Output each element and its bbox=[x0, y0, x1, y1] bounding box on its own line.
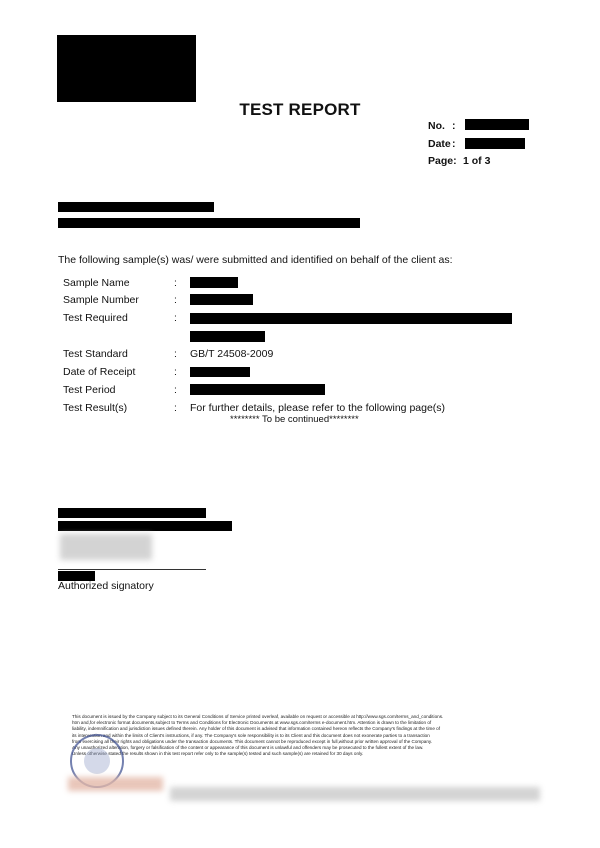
test-standard-colon: : bbox=[174, 348, 177, 360]
footer-address-blurred-left bbox=[68, 777, 163, 791]
disclaimer-line: its intervention and within the limits of Client's instructions, if any. The Company's sole responsibility is to its Client and this document does not exonerate parties to a transaction bbox=[72, 732, 430, 738]
test-required-value-redacted bbox=[190, 313, 512, 324]
date-of-receipt-label: Date of Receipt bbox=[63, 366, 136, 378]
report-page-value: 1 of 3 bbox=[463, 155, 491, 167]
test-results-colon: : bbox=[174, 402, 177, 414]
client-name-redacted bbox=[58, 202, 214, 212]
sample-name-colon: : bbox=[174, 277, 177, 289]
signature-blurred bbox=[60, 534, 152, 560]
signature-line bbox=[58, 569, 206, 570]
sample-number-value-redacted bbox=[190, 294, 253, 305]
report-no-colon: : bbox=[452, 120, 456, 132]
report-date-label: Date bbox=[428, 138, 451, 150]
signatory-address-redacted bbox=[58, 521, 232, 531]
disclaimer-line: from exercising all their rights and obligations under the transaction documents. This document cannot be reproduced except in full,without prior written approval of the Company. bbox=[72, 738, 433, 744]
authorized-signatory-label: Authorized signatory bbox=[58, 580, 154, 592]
client-address-redacted bbox=[58, 218, 360, 228]
intro-text: The following sample(s) was/ were submitted and identified on behalf of the client as: bbox=[58, 254, 453, 266]
footer-address-blurred bbox=[170, 787, 540, 801]
report-no-value-redacted bbox=[465, 119, 529, 130]
test-results-value: For further details, please refer to the following page(s) bbox=[190, 402, 446, 414]
test-required-colon: : bbox=[174, 312, 177, 324]
disclaimer-line: This document is issued by the Company subject to its General Conditions of Service printed overleaf, available on request or accessible at http://www.sgs.com/terms_and_conditions. bbox=[72, 714, 444, 719]
sample-name-label: Sample Name bbox=[63, 277, 130, 289]
disclaimer-line: Unless otherwise stated the results shown in this test report refer only to the sample(s) tested and such sample(s) are retained for 30 days only. bbox=[72, 751, 364, 757]
test-results-label: Test Result(s) bbox=[63, 402, 128, 414]
report-title: TEST REPORT bbox=[239, 100, 361, 119]
disclaimer-line: Any unauthorized alteration, forgery or falsification of the content or appearance of this document is unlawful and offenders may be prosecuted to the fullest extent of the law. bbox=[72, 745, 424, 751]
to-be-continued-note: ******** To be continued******** bbox=[230, 414, 359, 425]
sample-number-colon: : bbox=[174, 294, 177, 306]
report-page-label: Page: bbox=[428, 155, 457, 167]
disclaimer-line: htm and,for electronic format documents,subject to Terms and Conditions for Electronic Documents at www.sgs.com/terms e-document.htm. Attention is drawn to the limitation of bbox=[72, 720, 432, 726]
company-logo-redacted bbox=[57, 35, 196, 102]
report-no-label: No. bbox=[428, 120, 445, 132]
report-date-colon: : bbox=[452, 138, 456, 150]
signatory-company-redacted bbox=[58, 508, 206, 518]
test-standard-value: GB/T 24508-2009 bbox=[190, 348, 274, 360]
sample-name-value-redacted bbox=[190, 277, 238, 288]
test-required-value-line2-redacted bbox=[190, 331, 265, 342]
test-required-label: Test Required bbox=[63, 312, 128, 324]
test-period-value-redacted bbox=[190, 384, 325, 395]
footer-disclaimer bbox=[72, 714, 542, 757]
disclaimer-line: liability, indemnification and jurisdiction issues defined therein. Any holder of this document is advised that information contained hereon reflects the Company's findings at the time of bbox=[72, 726, 440, 732]
report-date-value-redacted bbox=[465, 138, 525, 149]
sample-number-label: Sample Number bbox=[63, 294, 139, 306]
test-standard-label: Test Standard bbox=[63, 348, 128, 360]
test-period-label: Test Period bbox=[63, 384, 116, 396]
test-period-colon: : bbox=[174, 384, 177, 396]
date-of-receipt-value-redacted bbox=[190, 367, 250, 377]
date-of-receipt-colon: : bbox=[174, 366, 177, 378]
